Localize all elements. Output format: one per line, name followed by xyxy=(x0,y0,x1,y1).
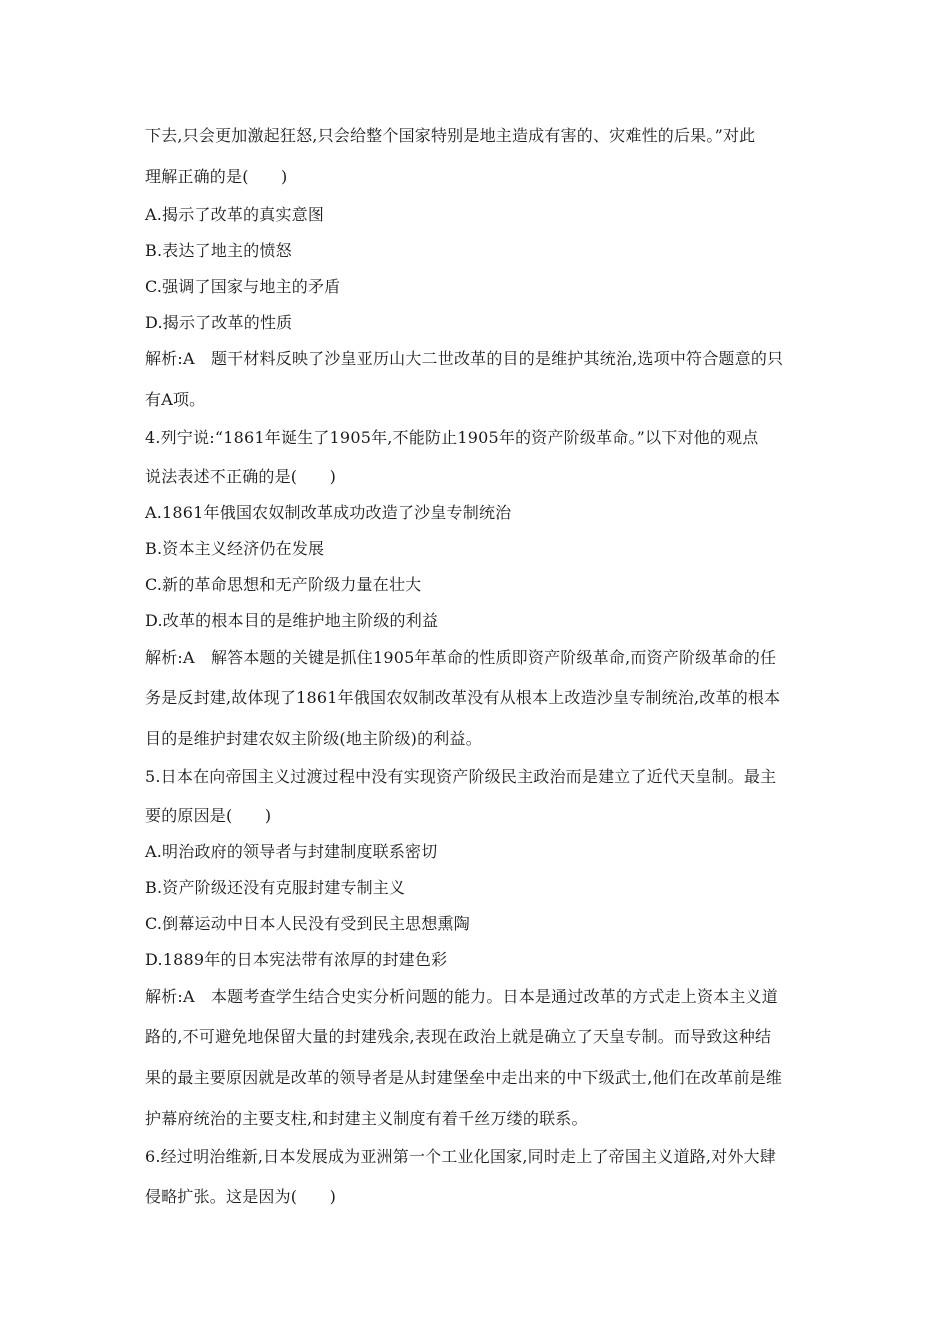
question-6-line: 6.经过明治维新,日本发展成为亚洲第一个工业化国家,同时走上了帝国主义道路,对外大肆 xyxy=(145,1147,776,1166)
option-c: C.倒幕运动中日本人民没有受到民主思想熏陶 xyxy=(145,914,470,933)
analysis-line: 果的最主要原因就是改革的领导者是从封建堡垒中走出来的中下级武士,他们在改革前是维 xyxy=(145,1068,783,1087)
option-a: A.1861年俄国农奴制改革成功改造了沙皇专制统治 xyxy=(145,503,512,522)
question-5-line: 5.日本在向帝国主义过渡过程中没有实现资产阶级民主政治而是建立了近代天皇制。最主 xyxy=(145,767,777,786)
option-b: B.资本主义经济仍在发展 xyxy=(145,539,325,558)
option-d: D.1889年的日本宪法带有浓厚的封建色彩 xyxy=(145,950,448,969)
option-d: D.揭示了改革的性质 xyxy=(145,313,293,332)
option-b: B.资产阶级还没有克服封建专制主义 xyxy=(145,878,406,897)
text-line: 下去,只会更加激起狂怒,只会给整个国家特别是地主造成有害的、灾难性的后果。”对此 xyxy=(145,126,756,145)
question-stem-line: 理解正确的是( ) xyxy=(145,167,288,186)
analysis-line: 解析:A 解答本题的关键是抓住1905年革命的性质即资产阶级革命,而资产阶级革命的任 xyxy=(145,648,777,667)
question-6-line: 侵略扩张。这是因为( ) xyxy=(145,1187,337,1206)
question-4-line: 说法表述不正确的是( ) xyxy=(145,467,337,486)
analysis-line: 解析:A 本题考查学生结合史实分析问题的能力。日本是通过改革的方式走上资本主义道 xyxy=(145,987,778,1006)
question-4-line: 4.列宁说:“1861年诞生了1905年,不能防止1905年的资产阶级革命。”以下对他的观点 xyxy=(145,428,759,447)
analysis-line: 解析:A 题干材料反映了沙皇亚历山大二世改革的目的是维护其统治,选项中符合题意的只 xyxy=(145,349,784,368)
option-d: D.改革的根本目的是维护地主阶级的利益 xyxy=(145,611,439,630)
option-c: C.强调了国家与地主的矛盾 xyxy=(145,277,341,296)
option-a: A.揭示了改革的真实意图 xyxy=(145,205,325,224)
analysis-line: 护幕府统治的主要支柱,和封建主义制度有着千丝万缕的联系。 xyxy=(145,1109,588,1128)
analysis-line: 路的,不可避免地保留大量的封建残余,表现在政治上就是确立了天皇专制。而导致这种结 xyxy=(145,1027,772,1046)
option-c: C.新的革命思想和无产阶级力量在壮大 xyxy=(145,575,422,594)
analysis-line: 有A项。 xyxy=(145,390,206,409)
analysis-line: 目的是维护封建农奴主阶级(地主阶级)的利益。 xyxy=(145,729,482,748)
option-b: B.表达了地主的愤怒 xyxy=(145,241,292,260)
option-a: A.明治政府的领导者与封建制度联系密切 xyxy=(145,842,438,861)
analysis-line: 务是反封建,故体现了1861年俄国农奴制改革没有从根本上改造沙皇专制统治,改革的根本 xyxy=(145,688,781,707)
question-5-line: 要的原因是( ) xyxy=(145,806,272,825)
